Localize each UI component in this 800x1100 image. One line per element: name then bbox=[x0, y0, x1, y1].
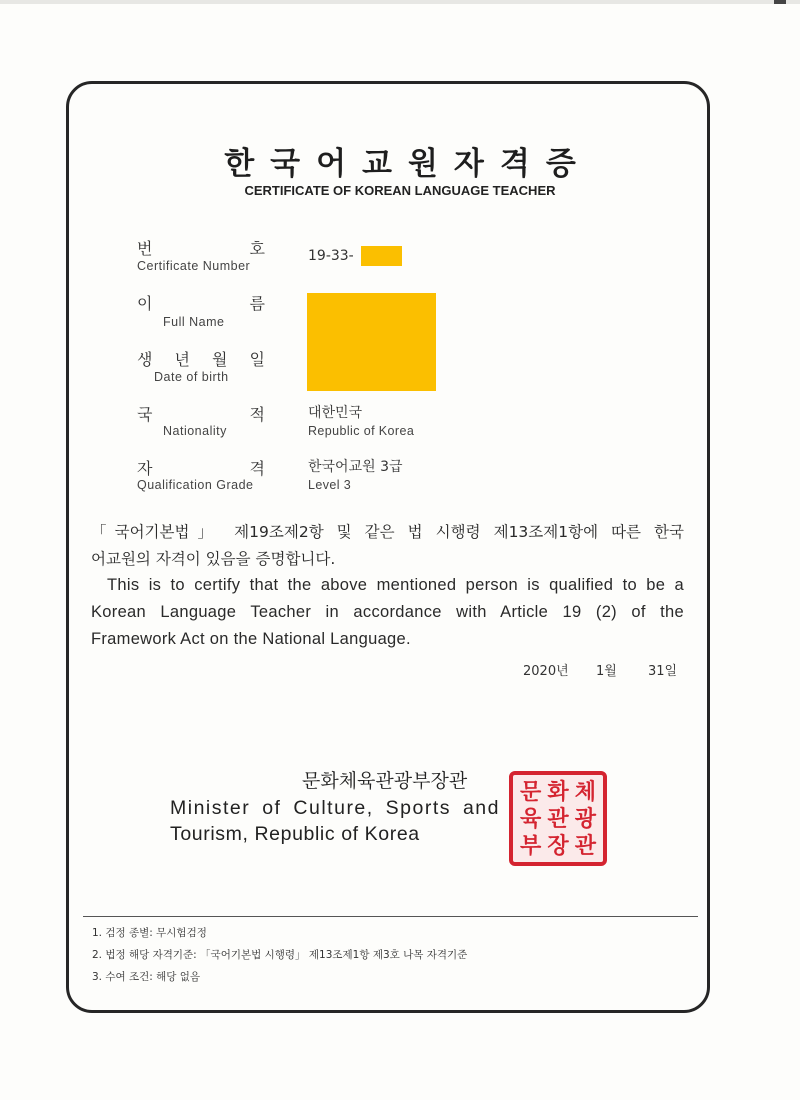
notes-divider bbox=[83, 916, 698, 917]
issuer-name-en bbox=[170, 795, 500, 847]
note-2: 2. 법정 해당 자격기준: 「국어기본법 시행령」 제13조제1항 제3호 나목 자격기준 bbox=[92, 949, 468, 961]
nationality-value-ko: 대한민국 bbox=[308, 405, 363, 421]
statement-en-line-2: Korean Language Teacher in accordance with Article 19 (2) of the bbox=[91, 603, 684, 621]
seal-characters bbox=[517, 779, 599, 858]
seal-char: 광 bbox=[574, 807, 596, 832]
certificate-title-en: CERTIFICATE OF KOREAN LANGUAGE TEACHER bbox=[244, 183, 556, 198]
statement-en-line-1: This is to certify that the above mentioned person is qualified to be a bbox=[107, 576, 684, 594]
note-1: 1. 검정 종별: 무시험검정 bbox=[92, 927, 207, 939]
issuer-name-en-line-1: Minister of Culture, Sports and bbox=[170, 797, 500, 819]
label-full-name-en: Full Name bbox=[163, 315, 225, 329]
label-date-of-birth-ko: 생 년 월 일 bbox=[137, 350, 265, 369]
label-date-of-birth-en: Date of birth bbox=[154, 370, 229, 384]
label-qualification-ko: 자 격 bbox=[137, 459, 265, 478]
seal-char: 체 bbox=[574, 780, 596, 805]
label-certificate-number-en: Certificate Number bbox=[137, 259, 251, 273]
note-3: 3. 수여 조건: 해당 없음 bbox=[92, 971, 201, 983]
issuer-name-ko: 문화체육관광부장관 bbox=[302, 770, 468, 792]
seal-char: 육 bbox=[520, 807, 542, 832]
seal-char: 문 bbox=[520, 780, 542, 805]
issuer-name-en-line-2: Tourism, Republic of Korea bbox=[170, 823, 420, 845]
seal-char: 관 bbox=[574, 834, 596, 859]
qualification-value-en: Level 3 bbox=[308, 478, 352, 492]
statement-en-line-3: Framework Act on the National Language. bbox=[91, 630, 411, 648]
label-certificate-number-ko: 번 호 bbox=[137, 239, 265, 258]
label-full-name-ko: 이 름 bbox=[137, 294, 265, 313]
redaction-certificate-number bbox=[361, 246, 402, 266]
certificate-title-ko: 한국어교원자격증 bbox=[224, 146, 592, 182]
label-qualification-en: Qualification Grade bbox=[137, 478, 254, 492]
scan-edge bbox=[0, 0, 800, 4]
certificate-number-value: 19-33- bbox=[308, 248, 354, 264]
date-year: 2020년 bbox=[523, 664, 569, 679]
nationality-value-en: Republic of Korea bbox=[308, 424, 415, 438]
qualification-value-ko: 한국어교원 3급 bbox=[308, 459, 403, 475]
statement-ko-line-2: 어교원의 자격이 있음을 증명합니다. bbox=[91, 550, 336, 568]
seal-char: 부 bbox=[520, 834, 542, 859]
scan-mark bbox=[774, 0, 786, 4]
seal-char: 관 bbox=[547, 807, 569, 832]
official-seal bbox=[509, 771, 607, 866]
seal-char: 장 bbox=[547, 834, 569, 859]
statement-ko-line-1: 「국어기본법」 제19조제2항 및 같은 법 시행령 제13조제1항에 따른 한국 bbox=[91, 523, 684, 541]
label-nationality-ko: 국 적 bbox=[137, 405, 265, 424]
seal-char: 화 bbox=[547, 780, 569, 805]
redaction-name-and-birth bbox=[307, 293, 436, 391]
date-month: 1월 bbox=[596, 664, 617, 679]
label-nationality-en: Nationality bbox=[163, 424, 227, 438]
date-day: 31일 bbox=[648, 664, 678, 679]
